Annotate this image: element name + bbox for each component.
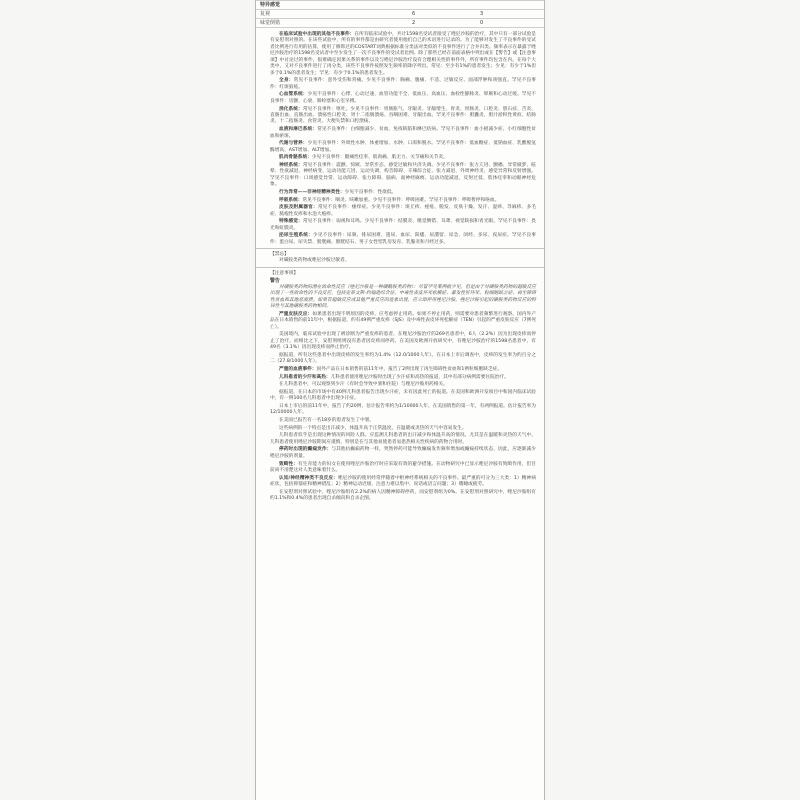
side-effect-paragraph	[270, 205, 536, 218]
table-cell-value: 3	[476, 10, 544, 19]
table-row	[256, 1, 544, 10]
warning-paragraph	[270, 390, 536, 403]
warning-text: 这些病例的一个特点是出汗减少，体温升高于正常温度，在温暖或炎热的天气中容易发生。	[279, 425, 467, 431]
paragraph	[270, 32, 536, 77]
warnings-heading: 警告	[270, 277, 280, 284]
warning-text: 如果患者出现不明原因的皮疹，应考虑停止用药。如果不停止用药，则需要对患者频繁进行观察。国内外产品在日本销售的前11年中，根据报道，约有49例严重皮疹（SJS）及中毒性表皮坏死松解症（TEN）引起的严重皮肤反应（7例死亡）。	[270, 311, 536, 330]
warning-paragraph	[270, 367, 536, 373]
side-effect-paragraph	[270, 233, 536, 246]
side-effect-paragraph	[270, 219, 536, 232]
warning-text: 在安慰剂对照试验中，唑尼沙胺组有2.2%的病人因精神障碍停药，而安慰剂组为0%。在安慰剂对照研究中，唑尼沙胺组有约1.1%和0.4%的患者出现自杀倾向和自杀企图。	[270, 489, 536, 502]
body-system-label: 皮肤及附属器官：	[279, 205, 318, 211]
paragraph-text: 在所有临床试验中，共计1598名受试者接受了唑尼沙胺的治疗，其中只有一部分试验是有安慰剂对照的。在该些试验中，所有的事件都是由研究者使用他们自己的术语进行记录的。为了能够对发生了不良事件的受试者比例进行有用的估算，使用了修饰过的COSTART词典根据标准分类法对类似的不良事件进行了合并归类。频率表示在暴露于唑尼沙胺治疗的1598名受试者中至少发生了一次不良事件的受试者比例。除了那些已经在前面表格中列出或在【警告】或【注意事项】中讨论过的事件，很难确定因果关系的事件以及与唑尼沙胺治疗没有合理相关性的事件外，所有事件均包含在内。在每个大类中，又对不良事件进行了再分类，该些不良事件按照发生频率的降序列出。常见：至少有1%的患者发生；少见：有少于1%但多于0.1%的患者发生；罕见：有少于0.1%的患者发生。	[270, 32, 536, 76]
side-effect-text: 常见不良事件：意外受伤和背痛。少见不良事件：胸痛、腹痛、不适、过敏反应、面部浮肿和颈强直。罕见不良事件：红斑狼疮。	[270, 78, 536, 90]
table-cell-value: 0	[476, 19, 544, 28]
body-system-label: 呼吸系统：	[279, 197, 303, 203]
side-effect-paragraph	[270, 92, 536, 105]
warning-text: 对磺胺类药物的潜在致命性反应（唑尼沙胺是一种磺酰胺类药物）：尽管罕见案例很少见，但是由于对磺胺类药物的超敏反应出现了一些致命性的不良反应，包括史蒂文斯-约翰逊综合征、中毒性表皮坏死松解症、暴发性肝坏死、粒细胞缺乏症、再生障碍性贫血和其他恶液质。如果有超敏反应或其他严重反应的迹象出现，应立即停用唑尼沙胺。唑尼沙胺引起的磺胺类药物反应的特异性与其他磺胺类药物相同。	[270, 284, 536, 310]
side-effects-list	[270, 78, 536, 246]
leaflet-body	[256, 28, 544, 503]
warning-lead: 严重皮肤反应：	[279, 311, 313, 317]
warning-text: 儿科患者似乎是出现这种情况的风险人群。应监测儿科患者的出汗减少和体温升高的情况。尤其是在温暖和炎热的天气中。儿科患者使用唑尼沙胺期间应谨慎，特别是在与其他易使患者易患热相关性疾病的药物合用时。	[270, 433, 536, 445]
section-tag-contraindication: 【禁忌】	[270, 252, 289, 258]
warning-text: 据报道，所有这些患者中出现皮疹的发生率约为1.4%（12.0/1000人年）。在日本上市后调查中，皮疹的发生率为约百分之二（27.8/1000人年）。	[270, 352, 536, 365]
body-system-label: 肌肉骨骼系统：	[279, 155, 312, 161]
side-effect-text: 常见不良事件：白细胞减少、贫血、免疫缺陷和淋巴结病。罕见不良事件：血小板减少症、小红细胞性贫血和瘀斑。	[270, 127, 536, 139]
table-title: 特异感觉	[256, 1, 544, 10]
warning-text: 在美国已报告有一名18岁的患者发生了中暑。	[279, 418, 375, 424]
leaflet-page	[255, 0, 545, 800]
body-system-label: 血液和淋巴系统：	[279, 127, 318, 133]
body-system-label: 神经系统：	[279, 162, 303, 168]
paragraph-lead: 在临床试验中出现的其他不良事件：	[279, 32, 355, 37]
warning-paragraph	[270, 447, 536, 460]
table-row	[256, 10, 544, 19]
warning-text: 有生育能力的妇女在使用唑尼沙胺治疗时应采取有效的避孕措施。在动物研究中已显示唑尼沙胺有致畸作用，但目前尚不清楚这对人类意味着什么。	[270, 461, 536, 473]
warning-paragraph	[270, 476, 536, 489]
side-effect-text: 常见不良事件：咽炎、咳嗽加重。少见不良事件：呼吸困难。罕见不良事件：呼吸暂停和咯血。	[302, 197, 500, 203]
body-system-label: 心血管系统：	[279, 92, 308, 98]
side-effect-text: 少见不良事件：性欲低。	[344, 189, 397, 195]
table-cell-value: 6	[408, 10, 476, 19]
side-effect-text: 常见不良事件：震颤、惊厥、异常步态、感觉过敏和共济失调。少见不良事件：张力亢进、颤搐、异常做梦、眩晕、性欲减退、神经病变、运动功能亢进、运动失调、构音障碍、辛辣综合征、张力减退、外周神经炎、感觉异常和反射增强。罕见不良事件：口周感觉异常、运动障碍、张力障碍、脑病、面神经麻痹、运动功能减退、反射过低、肢体痉挛和动眼神经危象。	[270, 162, 536, 188]
side-effect-paragraph	[270, 141, 536, 154]
warning-paragraph	[270, 382, 536, 388]
side-effect-text: 常见不良事件：呕吐。少见不良事件：胃肠胀气、牙龈炎、牙龈增生、胃炎、胃肠炎、口腔炎、胆石症、舌炎、直肠出血、直肠出血、溃疡性口腔炎、胃十二指肠溃疡、吞咽困难、牙龈出血。罕见不良事件：胆囊炎、胆汁淤积性黄疸、结肠炎、十二指肠炎、食管炎、大便失禁和口腔溃疡。	[270, 106, 536, 125]
warning-paragraph	[270, 462, 536, 475]
side-effect-paragraph	[270, 155, 536, 161]
side-effect-text: 少见不良事件：腿痛性痉挛、肌肉痛、肌无力、关节痛和关节炎。	[311, 155, 448, 161]
body-system-label: 泌尿生殖系统：	[279, 233, 313, 239]
divider	[256, 267, 544, 268]
divider	[256, 248, 544, 249]
warning-paragraph	[270, 312, 536, 331]
table-cell-label: 味觉倒错	[256, 19, 408, 28]
warning-text: 据报道，在日本的市场中有40例儿科患者报告出现少汗症，未有因此死亡的报道。在美国和欧洲开发项目中和国内临床试验中，有一例100名儿科患者中出现少汗症。	[270, 389, 536, 402]
body-system-label: 代谢与营养：	[279, 141, 308, 147]
table-cell-label: 复视	[256, 10, 408, 19]
warning-text: 儿科患者使用唑尼沙胺时出现了少汗症和高热的报道，其中有部分病例需要住院治疗。	[330, 374, 509, 380]
side-effect-text: 少见不良事件：心悸、心动过速、血管功能不全、低血压、高血压、血栓性静脉炎、晕厥和心动过缓。罕见不良事件：房颤、心衰、肺栓塞和心室早搏。	[270, 92, 536, 104]
warning-paragraph	[270, 285, 536, 311]
body-system-label: 全身：	[279, 78, 294, 84]
warning-lead: 儿科患者的少汗和高热：	[279, 374, 331, 380]
warning-lead: 停药时出现的癫痫发作：	[279, 447, 332, 453]
contraindication-text: 对磺胺类药物或唑尼沙胺过敏者。	[279, 258, 350, 264]
warning-text: 与其他抗癫痫药物一样，突然停药可能导致癫痫发作频率增加或癫痫持续状态，因此，应逐渐减少唑尼沙胺的剂量。	[270, 447, 536, 459]
warning-text: 国外产品在日本销售的前11年中，报告了2例出现了再生障碍性贫血和1例粒细胞缺乏症。	[316, 366, 502, 372]
warning-paragraph	[270, 426, 536, 432]
warning-lead: 致畸性：	[279, 461, 299, 467]
side-effect-paragraph	[270, 198, 536, 204]
body-system-label: 特殊感觉：	[279, 219, 303, 225]
side-effect-paragraph	[270, 127, 536, 140]
warning-lead: 认知/神经精神类不良反应：	[279, 475, 338, 481]
side-effect-paragraph	[270, 78, 536, 91]
warning-paragraph	[270, 332, 536, 351]
warnings-list	[270, 285, 536, 503]
warning-text: 在儿科患者中，可以观察到少汗（有时会导致中暑和住院）与唑尼沙胺用药相关。	[279, 382, 448, 388]
warning-lead: 严重的血液事件：	[279, 366, 317, 372]
side-effect-text: 少见不良事件：外周性水肿、体重增加、水肿、口渴和脱水。罕见不良事件：低血糖症、低钠血症、乳酸脱氢酶增高、AST增加、ALT增加。	[270, 141, 536, 153]
warning-paragraph	[270, 353, 536, 366]
body-system-label: 消化系统：	[279, 106, 303, 112]
adverse-event-table	[256, 0, 544, 28]
side-effect-paragraph	[270, 190, 536, 196]
side-effect-text: 常见不良事件：瘙痒症。少见不良事件：斑丘疹、痤疮、脱发、皮肤干燥、发汗、湿疹、荨麻疹、多毛症、脓疱性皮疹和水泡大疱疹。	[270, 205, 536, 217]
side-effect-text: 常见不良事件：弱视和耳鸣。少见不良事件：结膜炎、嗅觉倒错、耳聋、视觉缺损和青光眼。罕见不良事件：畏光和虹膜炎。	[270, 219, 536, 231]
warning-text: 唑尼沙胺的使用经常伴随着中枢神经系统相关的不良事件。最严重的可分为三大类：1）精神病症状，包括抑郁症和精神错乱；2）精神运动迟缓、注意力难以集中、说话或语言问题；3）嗜睡或疲劳。	[270, 475, 537, 488]
warning-paragraph	[270, 418, 536, 424]
side-effect-paragraph	[270, 163, 536, 189]
warning-paragraph	[270, 404, 536, 417]
side-effect-text: 少见不良事件：尿频、排尿困难、遗尿、血尿、阳痿、尿潴留、尿急、闭经、多尿、夜尿症。罕见不良事件：蛋白尿、尿失禁、膀胱痛、膀胱结石、男子女性型乳房发育、乳腺炎和月经过多。	[270, 233, 536, 245]
side-effect-paragraph	[270, 107, 536, 126]
warning-paragraph	[270, 433, 536, 446]
warning-text: 日本上市后的前11年中，报告了约20例，估计报告率约为1/10000人年。在美国销售的第一年，有两例报道。估计报告率为12/10000人年。	[270, 403, 536, 416]
table-cell-value: 2	[408, 19, 476, 28]
table-row	[256, 19, 544, 28]
warning-paragraph	[270, 490, 536, 503]
section-tag-precautions: 【注意事项】	[270, 270, 299, 276]
warning-text: 美国境内，临床试验中出现了被诊断为严重皮疹的患者，在唑尼沙胺治疗的269名患者中，6人（2.2%）因为出现皮疹而停止了治疗。而相比之下，安慰剂组则没有患者因皮疹而停药。在美国及欧洲开放研究中，有唑尼沙胺治疗的1598名患者中，有49名（3.1%）因出现皮疹而停止治疗。	[270, 332, 536, 351]
body-system-label: 行为异常——非神经精神类性：	[279, 189, 345, 195]
warning-paragraph	[270, 375, 536, 381]
